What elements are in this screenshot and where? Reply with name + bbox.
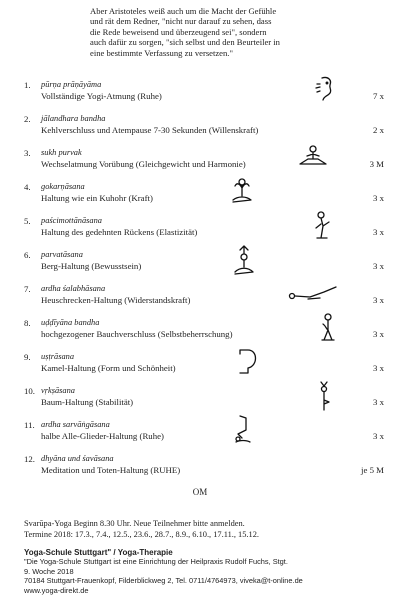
mountain-pose-icon <box>231 244 257 276</box>
exercise-description: Heuschrecken-Haltung (Widerstandskraft) <box>41 295 191 305</box>
exercise-number: 4. <box>24 182 31 192</box>
exercise-name: gokarṇāsana <box>41 182 85 191</box>
locust-pose-icon <box>286 284 340 304</box>
exercise-item <box>24 216 384 250</box>
footer-website: www.yoga-direkt.de <box>24 585 89 595</box>
intro-quote <box>90 6 380 58</box>
exercise-number: 3. <box>24 148 31 158</box>
exercise-item <box>24 318 384 352</box>
exercise-description: Haltung wie ein Kuhohr (Kraft) <box>41 193 153 203</box>
exercise-repetitions: 3 x <box>373 431 384 441</box>
tree-pose-icon <box>314 380 334 412</box>
exercise-description: Haltung des gedehnten Rückens (Elastizität) <box>41 227 198 237</box>
footer-address: 70184 Stuttgart-Frauenkopf, Filderblickweg 2, Tel. 0711/4764973, viveka@t-online.de <box>24 576 303 586</box>
footer-line: "Die Yoga-Schule Stuttgart ist eine Einrichtung der Heilpraxis Rudolf Fuchs, Stgt. <box>24 557 288 567</box>
exercise-repetitions: 3 x <box>373 363 384 373</box>
exercise-number: 2. <box>24 114 31 124</box>
exercise-item <box>24 80 384 114</box>
exercise-repetitions: 2 x <box>373 125 384 135</box>
exercise-repetitions: 7 x <box>373 91 384 101</box>
abdominal-lock-icon <box>318 312 338 344</box>
exercise-name: ardha sarvāṅgāsana <box>41 420 110 429</box>
exercise-repetitions: 3 x <box>373 261 384 271</box>
exercise-number: 5. <box>24 216 31 226</box>
exercise-repetitions: 3 x <box>373 397 384 407</box>
exercise-name: pūrṇa prāṇāyāma <box>41 80 102 89</box>
exercise-number: 12. <box>24 454 35 464</box>
exercise-description: halbe Alle-Glieder-Haltung (Ruhe) <box>41 431 164 441</box>
exercise-name: uḍḍīyāna bandha <box>41 318 100 327</box>
exercise-name: vṛkṣāsana <box>41 386 75 395</box>
forward-bend-icon <box>311 210 335 242</box>
exercise-name: paścimottānāsana <box>41 216 102 225</box>
exercise-item <box>24 454 384 488</box>
intro-line: auch dafür zu sorgen, "sich selbst und den Beurteiler in <box>90 37 280 48</box>
exercise-description: Meditation und Toten-Haltung (RUHE) <box>41 465 181 475</box>
camel-pose-icon <box>236 346 262 376</box>
exercise-repetitions: 3 x <box>373 193 384 203</box>
exercise-item <box>24 250 384 284</box>
exercise-repetitions: 3 x <box>373 295 384 305</box>
exercise-description: Vollständige Yogi-Atmung (Ruhe) <box>41 91 162 101</box>
exercise-description: Baum-Haltung (Stabilität) <box>41 397 134 407</box>
exercise-item <box>24 114 384 148</box>
intro-line: und rät dem Redner, "nicht nur darauf zu sehen, dass <box>90 16 272 27</box>
course-start: Svarūpa-Yoga Beginn 8.30 Uhr. Neue Teilnehmer bitte anmelden. <box>24 519 245 528</box>
exercise-name: sukh purvak <box>41 148 82 157</box>
footer <box>24 548 394 595</box>
seated-figure-icon <box>296 144 330 168</box>
exercise-name: dhyāna und śavāsana <box>41 454 114 463</box>
exercise-number: 9. <box>24 352 31 362</box>
exercise-number: 8. <box>24 318 31 328</box>
cow-face-pose-icon <box>229 176 255 206</box>
exercise-description: Kamel-Haltung (Form und Schönheit) <box>41 363 176 373</box>
exercise-item <box>24 386 384 420</box>
om-heading: OM <box>192 487 208 497</box>
exercise-name: uṣṭrāsana <box>41 352 75 361</box>
exercise-name: ardha śalabhāsana <box>41 284 106 293</box>
footer-title: Yoga-Schule Stuttgart" / Yoga-Therapie <box>24 548 173 557</box>
footer-line: 9. Woche 2018 <box>24 566 74 576</box>
intro-line: eine bestimmte Verfassung zu versetzen." <box>90 47 233 58</box>
shoulder-stand-icon <box>232 414 254 446</box>
exercise-item <box>24 148 384 182</box>
breathing-figure-icon <box>314 74 344 104</box>
exercise-repetitions: je 5 M <box>361 465 384 475</box>
exercise-description: Kehlverschluss und Atempause 7-30 Sekunden (Willenskraft) <box>41 125 259 135</box>
exercise-number: 10. <box>24 386 35 396</box>
exercise-number: 1. <box>24 80 31 90</box>
course-dates: Termine 2018: 17.3., 7.4., 12.5., 23.6., 28.7., 8.9., 6.10., 17.11., 15.12. <box>24 529 259 539</box>
exercise-repetitions: 3 x <box>373 227 384 237</box>
exercise-repetitions: 3 x <box>373 329 384 339</box>
exercise-number: 7. <box>24 284 31 294</box>
exercise-number: 6. <box>24 250 31 260</box>
exercise-description: Wechselatmung Vorübung (Gleichgewicht und Harmonie) <box>41 159 246 169</box>
exercise-description: hochgezogener Bauchverschluss (Selbstbeherrschung) <box>41 329 233 339</box>
exercise-name: parvatāsana <box>41 250 83 259</box>
course-info <box>24 519 394 540</box>
intro-line: die Rede beweisend und überzeugend sei", sondern <box>90 26 267 37</box>
intro-line: Aber Aristoteles weiß auch um die Macht der Gefühle <box>90 6 277 16</box>
exercise-description: Berg-Haltung (Bewusstsein) <box>41 261 142 271</box>
exercise-number: 11. <box>24 420 35 430</box>
exercise-item <box>24 420 384 454</box>
exercise-repetitions: 3 M <box>369 159 384 169</box>
exercise-name: jālandhara bandha <box>41 114 106 123</box>
